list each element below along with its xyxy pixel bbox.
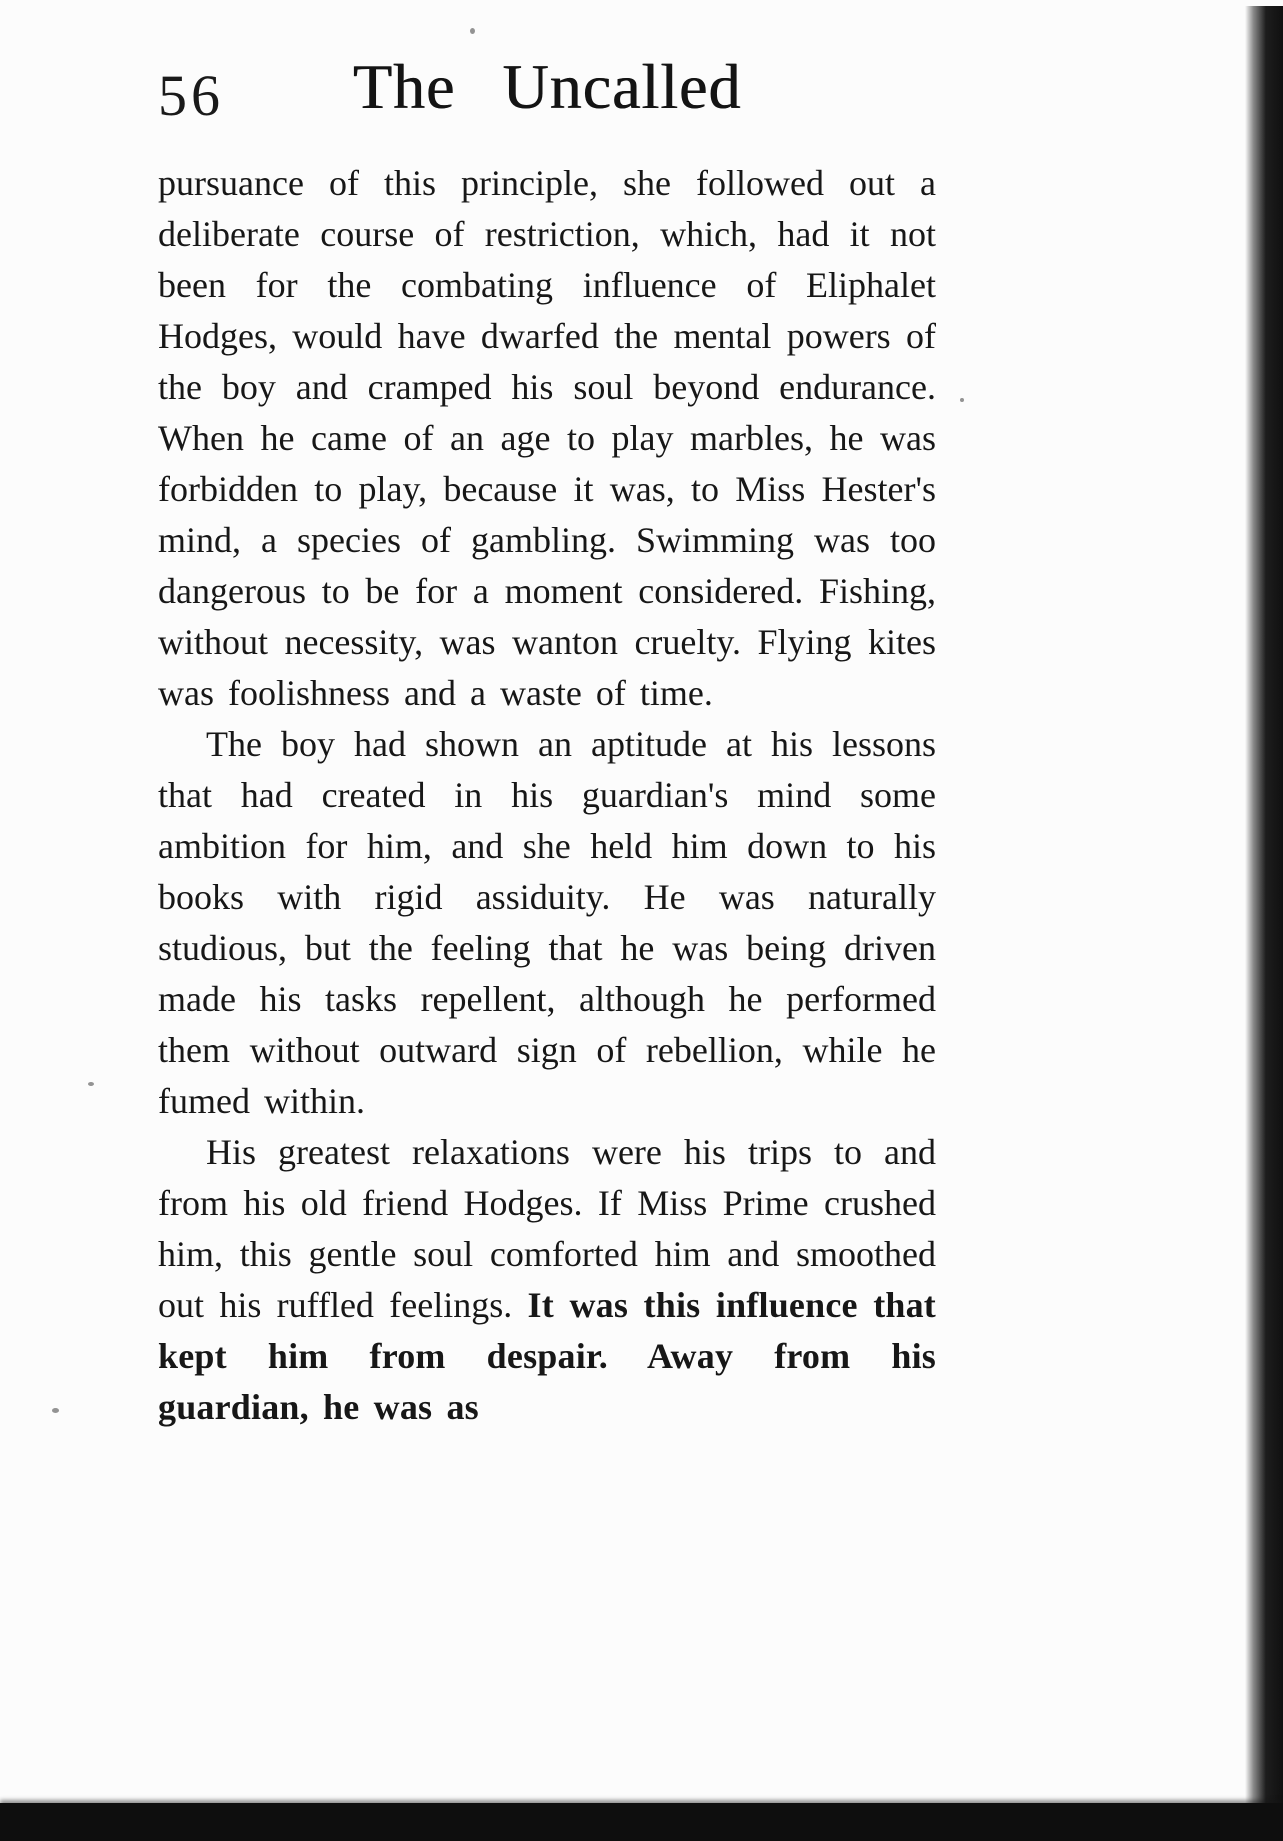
text-block	[158, 158, 936, 1433]
running-title: The Uncalled	[352, 51, 742, 122]
scan-speck	[960, 398, 964, 402]
paragraph-3-bold-tail: It was this influence that kept him from despair. Away from his guardian, he was as	[158, 1285, 936, 1427]
scan-speck	[52, 1408, 59, 1413]
page-header	[158, 50, 936, 150]
paragraph-2: The boy had shown an aptitude at his lessons that had created in his guardian's mind some ambition for him, and she held him down to his books with rigid assiduity. He was naturally studious, but the feeling that he was being driven made his tasks repellent, although he performed them without outward sign of rebellion, while he fumed within.	[158, 724, 936, 1121]
scan-artifact-right-strip	[1245, 6, 1283, 1811]
page-number: 56	[158, 63, 224, 128]
scan-speck	[88, 1082, 94, 1086]
scan-artifact-bottom-bar	[0, 1803, 1283, 1841]
paragraph-3	[158, 1127, 936, 1433]
paragraph-1: pursuance of this principle, she followed out a deliberate course of restriction, which, had it not been for the combating influence of Eliphalet Hodges, would have dwarfed the mental powers of the boy and cramped his soul beyond endurance. When he came of an age to play marbles, he was forbidden to play, because it was, to Miss Hester's mind, a species of gambling. Swimming was too dangerous to be for a moment considered. Fishing, without necessity, was wanton cruelty. Flying kites was foolishness and a waste of time.	[158, 163, 936, 713]
paragraph-3-normal: His greatest relaxations were his trips to and from his old friend Hodges. If Miss Prime crushed him, this gentle soul comforted him and smoothed out his ruffled feelings.	[158, 1132, 936, 1325]
scan-speck	[470, 28, 475, 34]
